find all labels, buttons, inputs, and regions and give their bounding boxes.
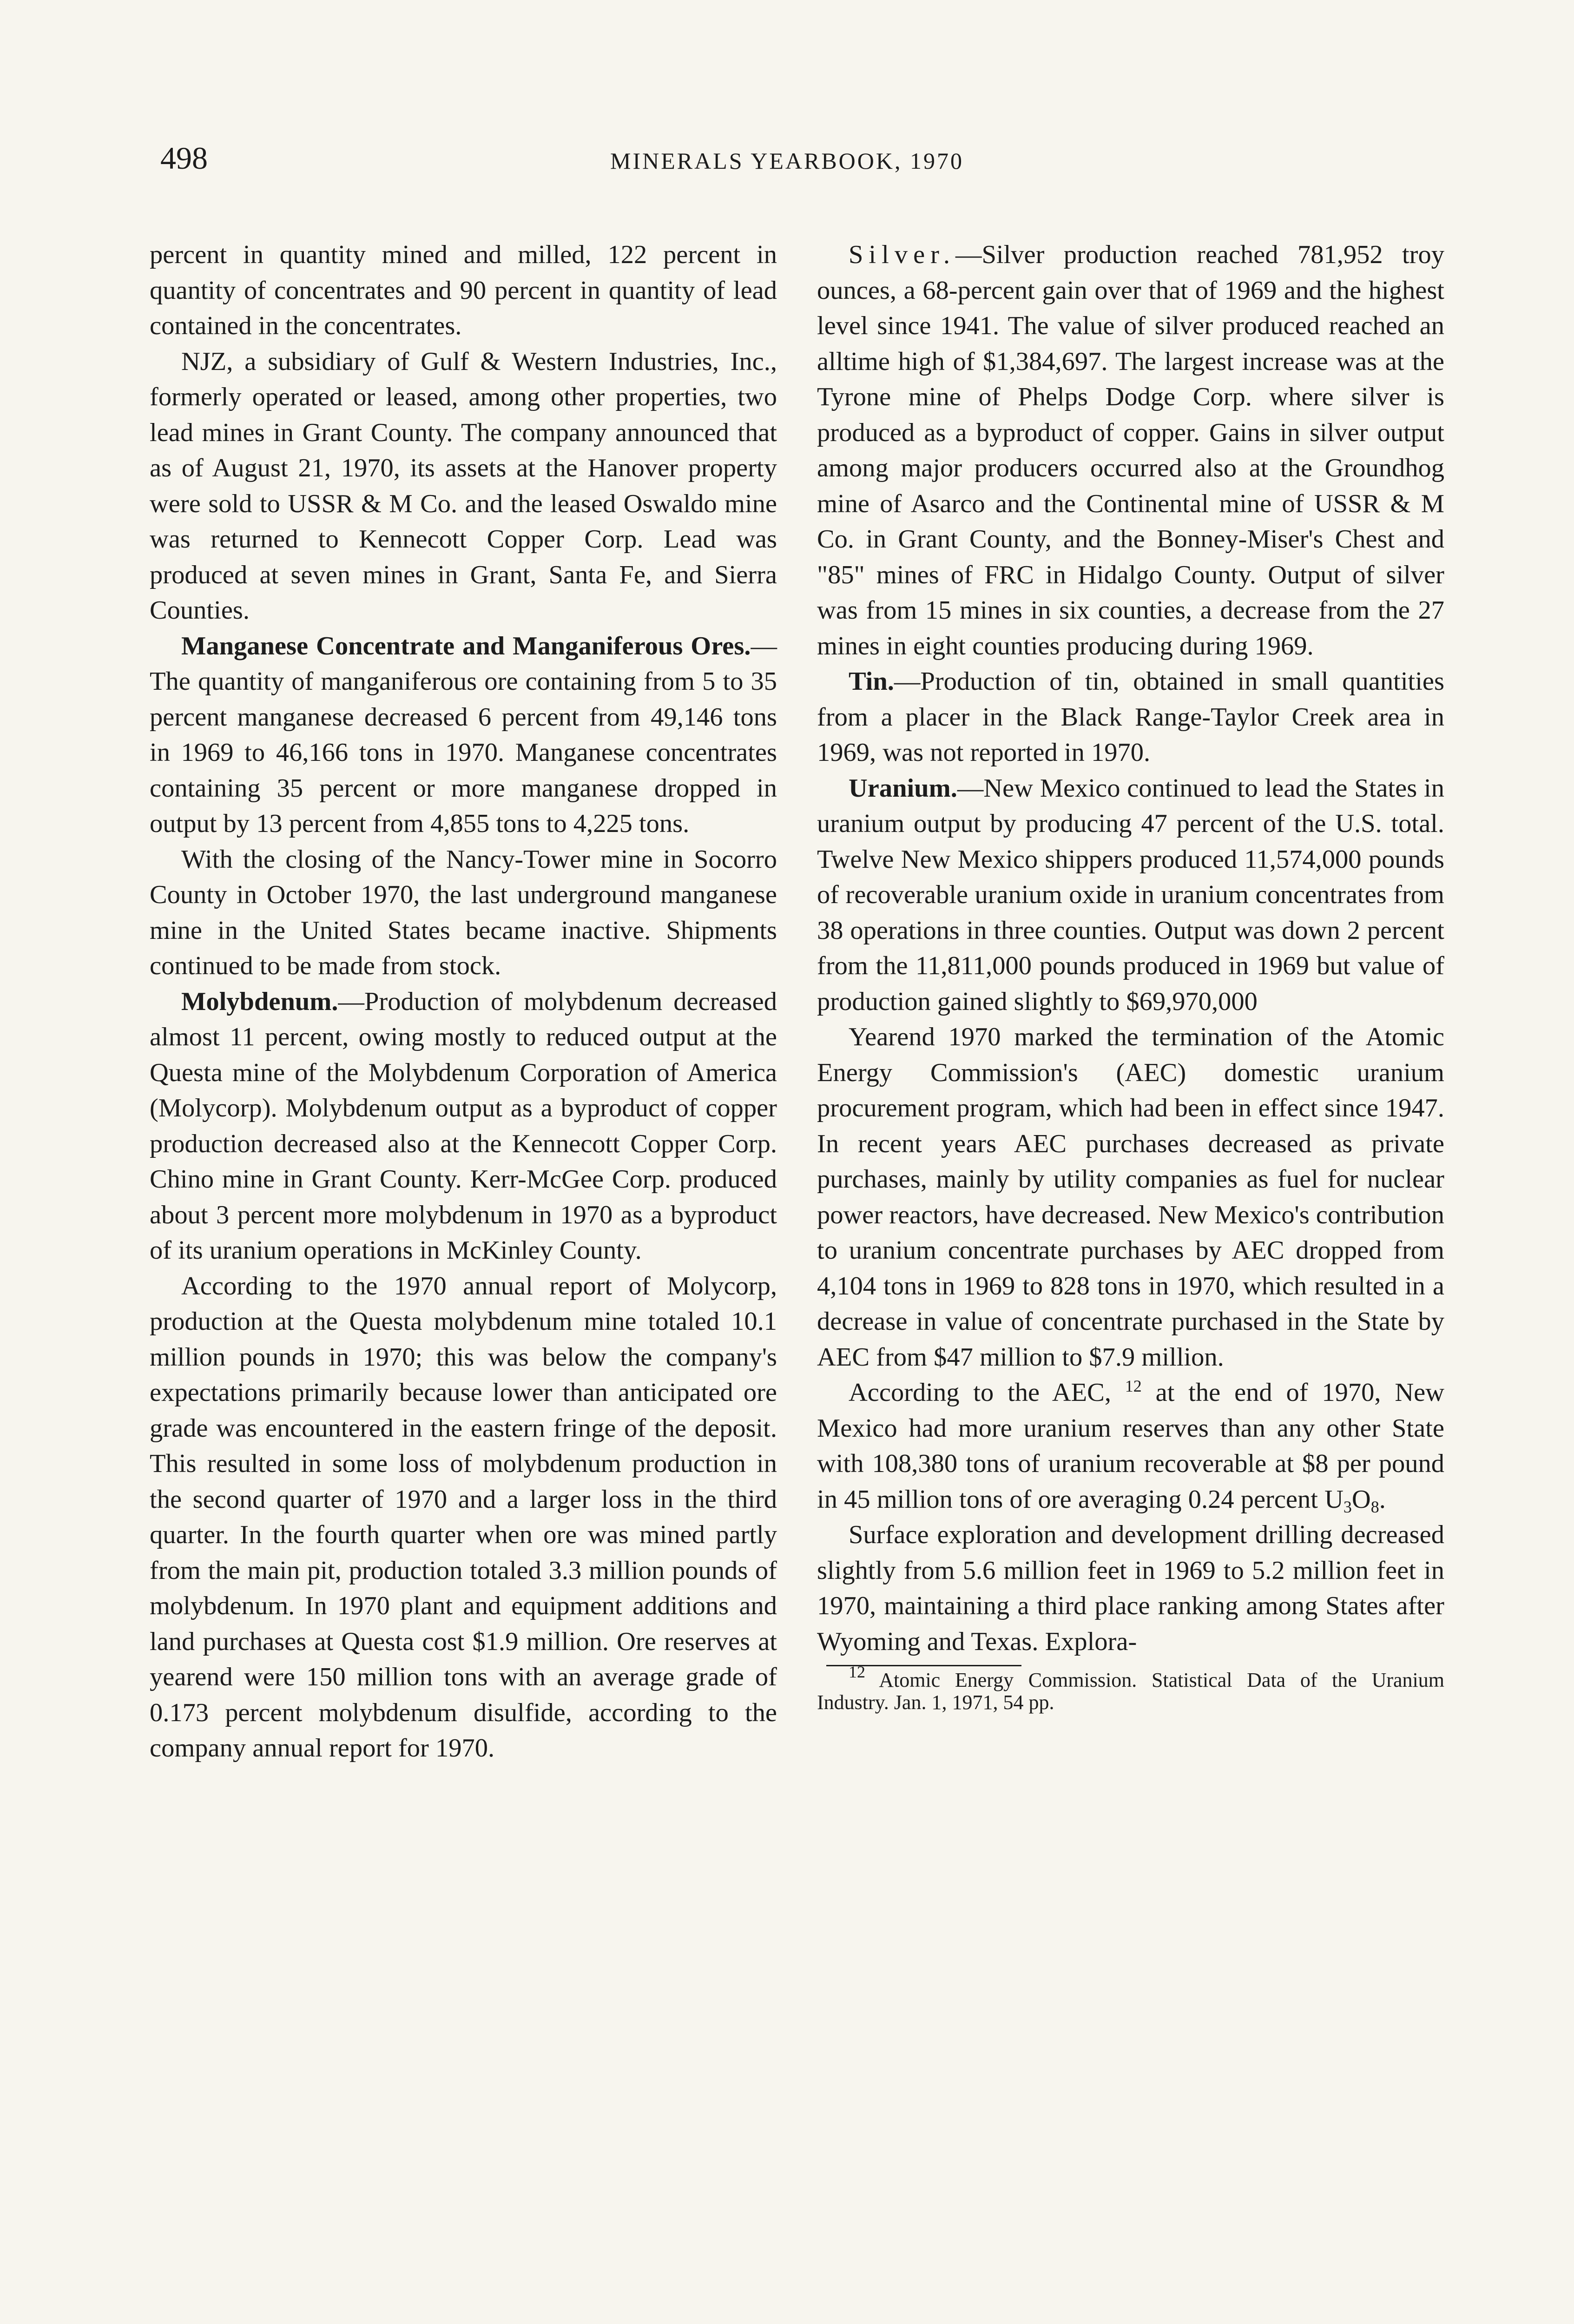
silver-section (817, 237, 1444, 664)
formula-period: . (1379, 1485, 1386, 1514)
page-number: 498 (160, 140, 208, 176)
running-head (0, 135, 1574, 186)
manganese-text: —The quantity of manganiferous ore containing from 5 to 35 percent manganese decreased 6 percent from 49,146 tons in 1969 to 46,166 tons in 1970. Manganese concentrates containing 35 percent or more manganese dropped in output by 13 percent from 4,855 tons to 4,225 tons. (150, 631, 777, 838)
footnote-reference[interactable]: 12 (1125, 1377, 1142, 1395)
uranium-heading: Uranium. (849, 773, 957, 803)
formula-subscript-8: 8 (1370, 1497, 1379, 1516)
footnote-12 (817, 1663, 1444, 1714)
aec-reserves-text-b: at the end of 1970, New Mexico had more uranium reserves than any other State with 108,380 tons of uranium recoverable at $8 per pound in 45 million tons of ore averaging 0.24 percent U (817, 1378, 1445, 1514)
drilling-paragraph: Surface exploration and development drilling decreased slightly from 5.6 million feet in 1969 to 5.2 million feet in 1970, maintaining a third place ranking among States after Wyoming and Texas. Explora- (817, 1520, 1444, 1656)
aec-reserves-paragraph (817, 1375, 1444, 1517)
tin-text: —Production of tin, obtained in small quantities from a placer in the Black Range-Taylor Creek area in 1969, was not reported in 1970. (817, 667, 1444, 767)
aec-program-paragraph: Yearend 1970 marked the termination of the Atomic Energy Commission's (AEC) domestic uranium procurement program, which had been in effect since 1947. In recent years AEC purchases decreased as private purchases, mainly by utility companies as fuel for nuclear power reactors, have decreased. New Mexico's contribution to uranium concentrate purchases by AEC dropped from 4,104 tons in 1969 to 828 tons in 1970, which resulted in a decrease in value of concentrate purchased in the State by AEC from $47 million to $7.9 million. (817, 1023, 1444, 1372)
right-column (817, 237, 1444, 1714)
formula-oxygen: O (1351, 1485, 1371, 1514)
molybdenum-heading: Molybdenum. (181, 987, 338, 1016)
left-column (150, 237, 777, 1766)
formula-subscript-3: 3 (1343, 1497, 1352, 1516)
tin-heading: Tin. (849, 667, 894, 696)
lead-continuation-paragraph: percent in quantity mined and milled, 122 percent in quantity of concentrates and 90 percent in quantity of lead contained in the concentrates. (150, 240, 777, 340)
molybdenum-text: —Production of molybdenum decreased almost 11 percent, owing mostly to reduced output at the Questa mine of the Molybdenum Corporation of America (Molycorp). Molybdenum output as a byproduct of copper production decreased also at the Kennecott Copper Corp. Chino mine in Grant County. Kerr-McGee Corp. produced about 3 percent more molybdenum in 1970 as a byproduct of its uranium operations in McKinley County. (150, 987, 777, 1265)
molybdenum-section (150, 984, 777, 1268)
njz-paragraph: NJZ, a subsidiary of Gulf & Western Industries, Inc., formerly operated or leased, among other properties, two lead mines in Grant County. The company announced that as of August 21, 1970, its assets at the Hanover property were sold to USSR & M Co. and the leased Oswaldo mine was returned to Kennecott Copper Corp. Lead was produced at seven mines in Grant, Santa Fe, and Sierra Counties. (150, 347, 777, 625)
tin-section (817, 664, 1444, 771)
nancy-tower-paragraph: With the closing of the Nancy-Tower mine in Socorro County in October 1970, the last underground manganese mine in the United States became inactive. Shipments continued to be made from stock. (150, 845, 777, 980)
aec-reserves-text-a: According to the AEC, (849, 1378, 1111, 1407)
silver-heading: Silver. (849, 240, 955, 269)
footnote-text: Atomic Energy Commission. Statistical Data of the Uranium Industry. Jan. 1, 1971, 54 pp. (817, 1669, 1444, 1714)
molycorp-paragraph: According to the 1970 annual report of Molycorp, production at the Questa molybdenum mine totaled 10.1 million pounds in 1970; this was below the company's expectations primarily because lower than anticipated ore grade was encountered in the eastern fringe of the deposit. This resulted in some loss of molybdenum production in the second quarter of 1970 and a larger loss in the third quarter. In the fourth quarter when ore was mined partly from the main pit, production totaled 3.3 million pounds of molybdenum. In 1970 plant and equipment additions and land purchases at Questa cost $1.9 million. Ore reserves at yearend were 150 million tons with an average grade of 0.173 percent molybdenum disulfide, according to the company annual report for 1970. (150, 1271, 777, 1763)
uranium-section (817, 771, 1444, 1020)
silver-text: —Silver production reached 781,952 troy ounces, a 68-percent gain over that of 1969 and the highest level since 1941. The value of silver produced reached an alltime high of $1,384,697. The largest increase was at the Tyrone mine of Phelps Dodge Corp. where silver is produced as a byproduct of copper. Gains in silver output among major producers occurred also at the Groundhog mine of Asarco and the Continental mine of USSR & M Co. in Grant County, and the Bonney-Miser's Chest and "85" mines of FRC in Hidalgo County. Output of silver was from 15 mines in six counties, a decrease from the 27 mines in eight counties producing during 1969. (817, 240, 1444, 660)
footnote-marker: 12 (849, 1663, 865, 1681)
uranium-text: —New Mexico continued to lead the States in uranium output by producing 47 percent of the U.S. total. Twelve New Mexico shippers produced 11,574,000 pounds of recoverable uranium oxide in uranium concentrates from 38 operations in three counties. Output was down 2 percent from the 11,811,000 pounds produced in 1969 but value of production gained slightly to $69,970,000 (817, 773, 1444, 1016)
manganese-section (150, 628, 777, 842)
manganese-heading: Manganese Concentrate and Manganiferous Ores. (181, 631, 751, 660)
running-title: MINERALS YEARBOOK, 1970 (610, 148, 964, 174)
